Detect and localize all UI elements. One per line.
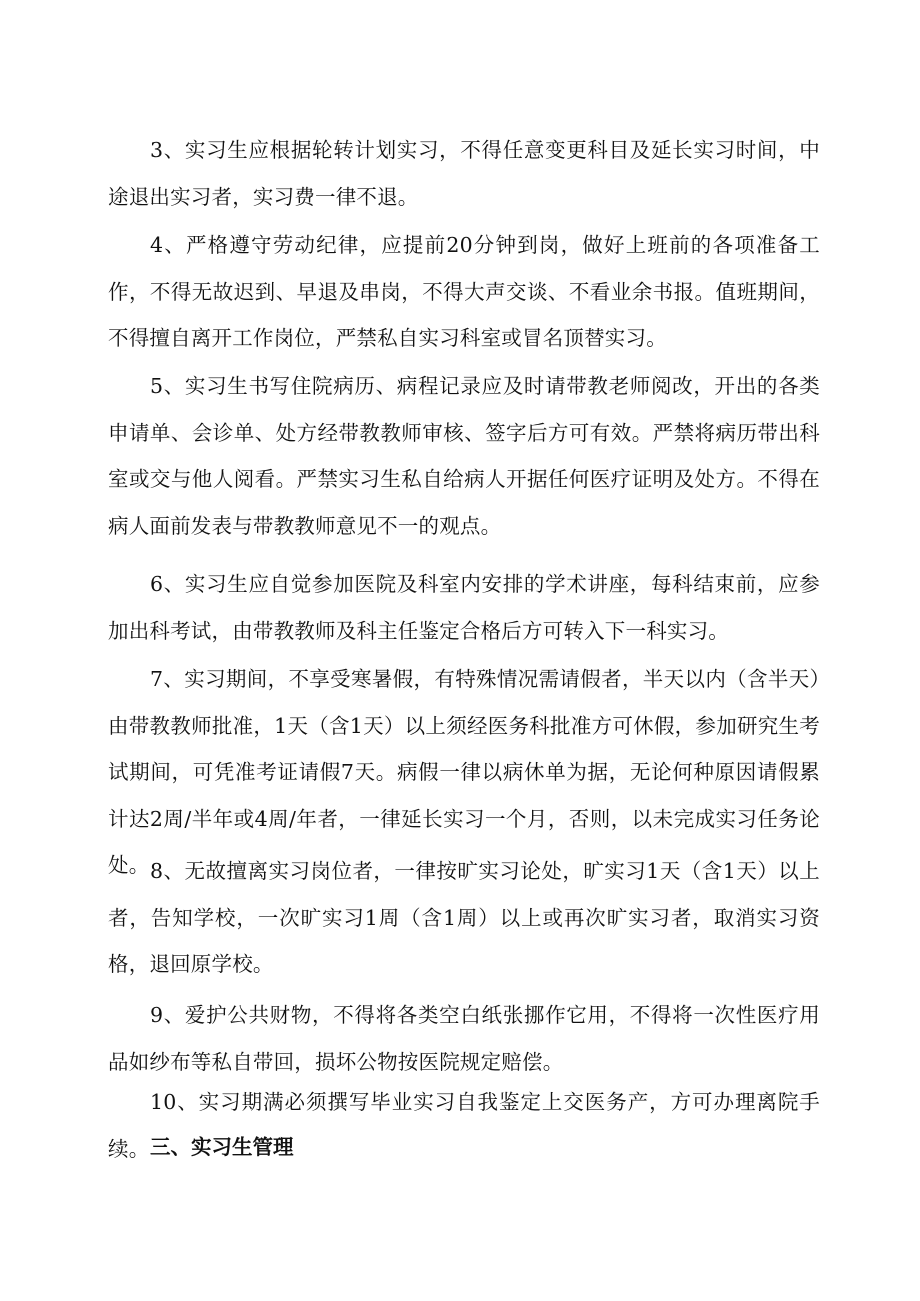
- paragraph-item-3: 3、实习生应根据轮转计划实习，不得任意变更科目及延长实习时间，中途退出实习者，实习费一律不退。: [108, 138, 820, 209]
- paragraph-item-10: 10、实习期满必须撰写毕业实习自我鉴定上交医务产，方可办理离院手续。: [108, 1090, 820, 1161]
- paragraph-item-7: 7、实习期间，不享受寒暑假，有特殊情况需请假者，半天以内（含半天）由带教教师批准，1天（含1天）以上须经医务科批准方可休假，参加研究生考试期间，可凭准考证请假7天。病假一律以病休单为据，无论何种原因请假累计达2周/半年或4周/年者，一律延长实习一个月，否则，以未完成实习任务论处。: [108, 667, 820, 877]
- section-heading: 三、实习生管理: [150, 1135, 294, 1159]
- paragraph-item-6: 6、实习生应自觉参加医院及科室内安排的学术讲座，每科结束前，应参加出科考试，由带教教师及科主任鉴定合格后方可转入下一科实习。: [108, 572, 820, 643]
- paragraph-item-9: 9、爱护公共财物，不得将各类空白纸张挪作它用，不得将一次性医疗用品如纱布等私自带回，损坏公物按医院规定赔偿。: [108, 1003, 820, 1074]
- paragraph-item-5: 5、实习生书写住院病历、病程记录应及时请带教老师阅改，开出的各类申请单、会诊单、处方经带教教师审核、签字后方可有效。严禁将病历带出科室或交与他人阅看。严禁实习生私自给病人开据任何医疗证明及处方。不得在病人面前发表与带教教师意见不一的观点。: [108, 374, 820, 538]
- paragraph-item-4: 4、严格遵守劳动纪律，应提前20分钟到岗，做好上班前的各项准备工作，不得无故迟到、早退及串岗，不得大声交谈、不看业余书报。值班期间，不得擅自离开工作岗位，严禁私自实习科室或冒名顶替实习。: [108, 233, 820, 350]
- paragraph-item-8: 8、无故擅离实习岗位者，一律按旷实习论处，旷实习1天（含1天）以上者，告知学校，一次旷实习1周（含1周）以上或再次旷实习者，取消实习资格，退回原学校。: [108, 859, 820, 976]
